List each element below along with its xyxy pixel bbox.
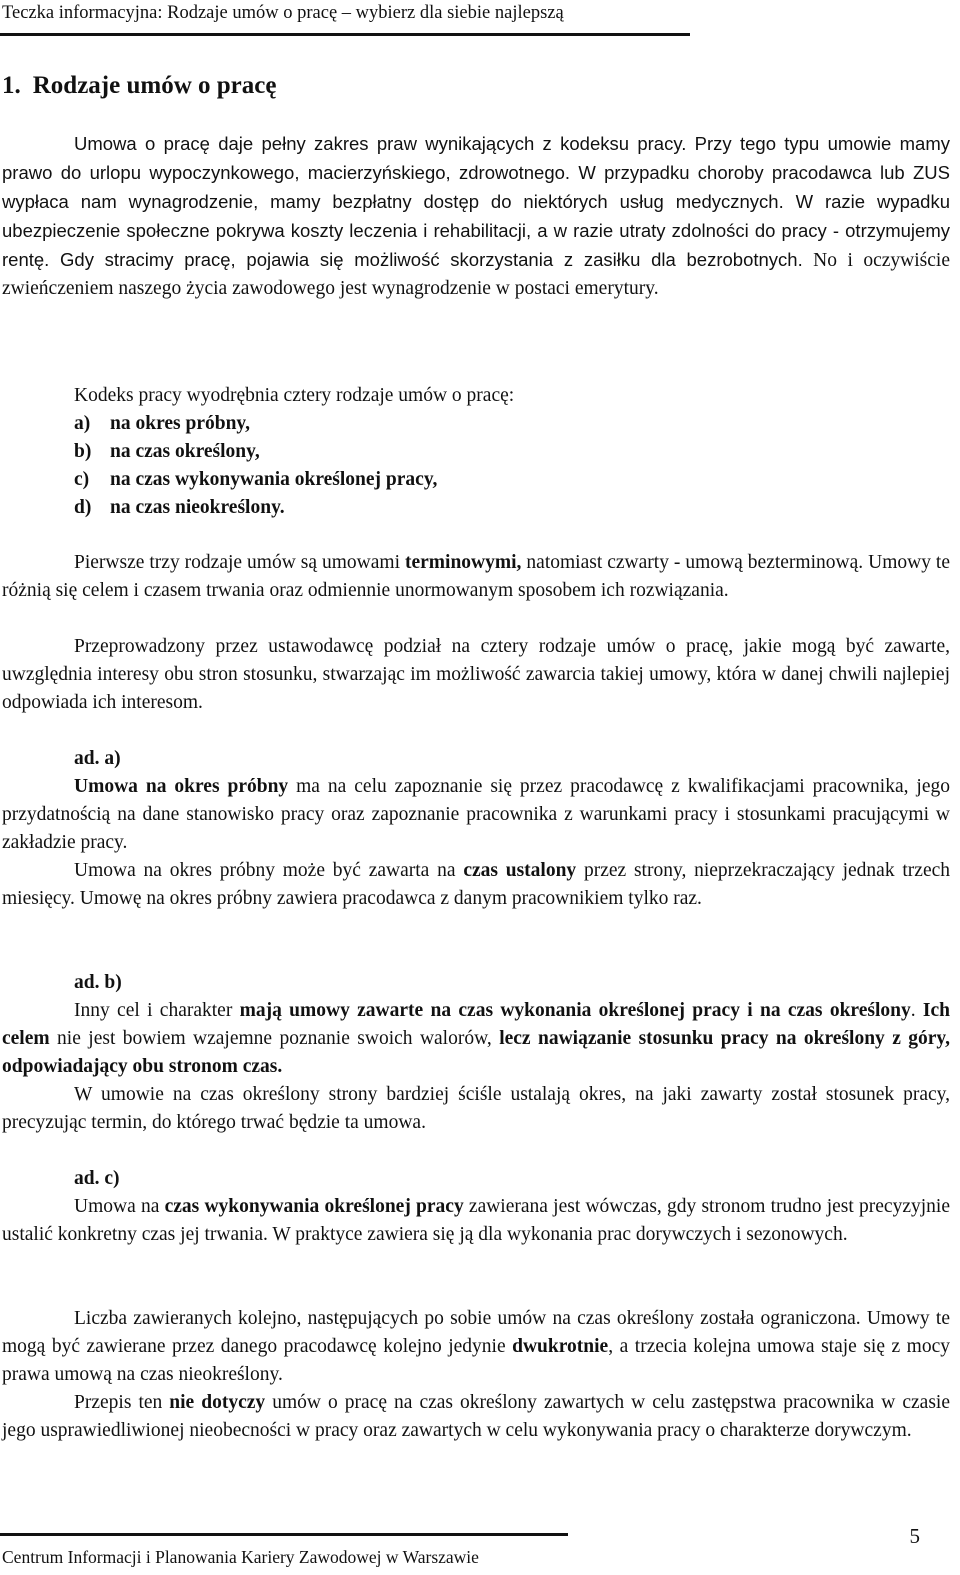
bold-text: terminowymi, xyxy=(405,552,522,573)
bold-text: Umowa na okres próbny xyxy=(74,776,289,797)
text-run: Liczba zawieranych kolejno, następujących po sobie umów na czas określony została ograniczona. Umowy te mogą być zawierane przez danego pracodawcę kolejno jedynie xyxy=(2,1308,950,1357)
document-header: Teczka informacyjna: Rodzaje umów o pracę – wybierz dla siebie najlepszą xyxy=(2,3,564,23)
ad-b-paragraph-2 xyxy=(2,1081,950,1137)
header-rule xyxy=(0,33,690,36)
intro-text-sans: Umowa o pracę daje pełny zakres praw wynikających z kodeksu pracy. Przy tego typu umowie mamy prawo do urlopu wypoczynkowego, macierzyńskiego, zdrowotnego. W przypadku choroby pracodawca lub ZUS wypłaca nam wynagrodzenie, mamy bezpłatny dostęp do niektórych usług medycznych. W razie wypadku ubezpieczenie społeczne pokrywa koszty leczenia i rehabilitacji, a w razie utraty zdolności do pracy - otrzymujemy rentę. Gdy stracimy pracę, pojawia się możliwość skorzystania z zasiłku dla bezrobotnych. xyxy=(2,133,950,270)
text-run: . xyxy=(910,1000,923,1021)
list-marker: d) xyxy=(74,496,92,518)
bold-text: lecz nawiązanie stosunku pracy na określony z góry, odpowiadający obu stronom czas. xyxy=(2,1027,950,1077)
contract-types-list xyxy=(74,410,437,522)
section-number: 1. xyxy=(2,72,21,99)
bold-text: nie dotyczy xyxy=(169,1392,266,1413)
list-marker: b) xyxy=(74,440,92,462)
ad-a-paragraph-2 xyxy=(2,857,950,913)
text-run: W umowie na czas określony strony bardziej ściśle ustalają okres, na jaki zawarty został stosunek pracy, precyzując termin, do którego trwać będzie ta umowa. xyxy=(2,1084,950,1133)
text-run: Pierwsze trzy rodzaje umów są umowami xyxy=(74,552,405,573)
przepis-paragraph xyxy=(2,1389,950,1445)
text-run: Inny cel i charakter xyxy=(74,1000,240,1021)
footer-text: Centrum Informacji i Planowania Kariery Zawodowej w Warszawie xyxy=(2,1547,479,1567)
ad-a-paragraph-1 xyxy=(2,773,950,857)
footer-rule xyxy=(0,1533,568,1536)
intro-text-serif: No i oczywiście zwieńczeniem naszego życia zawodowego jest wynagrodzenie w postaci emerytury. xyxy=(2,249,950,299)
text-run: Umowa na okres próbny może być zawarta na xyxy=(74,860,464,881)
page-number: 5 xyxy=(909,1524,920,1548)
section-heading xyxy=(2,68,276,104)
list-item-text: na czas wykonywania określonej pracy, xyxy=(110,468,438,490)
section-title: Rodzaje umów o pracę xyxy=(32,72,277,99)
text-run: zawierana jest wówczas, gdy stronom trudno jest precyzyjnie ustalić konkretny czas jej trwania. W praktyce zawiera się ją dla wykonania prac dorywczych i sezonowych. xyxy=(2,1196,950,1245)
list-item xyxy=(74,410,437,438)
terminowe-paragraph xyxy=(2,549,950,605)
list-item-text: na czas określony, xyxy=(110,440,260,462)
list-item-text: na okres próbny, xyxy=(110,413,250,434)
bold-text: dwukrotnie xyxy=(512,1335,609,1357)
list-marker: c) xyxy=(74,468,90,490)
list-item xyxy=(74,494,437,522)
ad-b-label: ad. b) xyxy=(74,972,122,993)
ad-c-label: ad. c) xyxy=(74,1168,120,1189)
intro-paragraph xyxy=(2,130,950,302)
text-run: nie jest bowiem wzajemne poznanie swoich walorów, xyxy=(49,1027,500,1049)
text-run: umów o pracę na czas określony zawartych w celu zastępstwa pracownika w czasie jego usprawiedliwionej nieobecności w pracy oraz zawartych w celu wykonywania pracy o charakterze dorywczym. xyxy=(2,1392,950,1441)
bold-text: Ich celem xyxy=(2,1000,951,1049)
list-item-text: na czas nieokreślony. xyxy=(110,496,285,518)
text-run: , a trzecia kolejna umowa staje się z mocy prawa umową na czas nieokreślony. xyxy=(2,1335,950,1385)
text-run: przez strony, nieprzekraczający jednak trzech miesięcy. Umowę na okres próbny zawiera pracodawca z danym pracownikiem tylko raz. xyxy=(2,860,951,909)
list-item xyxy=(74,466,437,494)
ad-c-paragraph xyxy=(2,1193,950,1249)
text-run: ma na celu zapoznanie się przez pracodawcę z kwalifikacjami pracownika, jego przydatnością na dane stanowisko pracy oraz zapoznanie pracownika z warunkami pracy i stosunkami pracującymi w zakładzie pracy. xyxy=(2,776,950,853)
text-run: Przeprowadzony przez ustawodawcę podział na cztery rodzaje umów o pracę, jakie mogą być zawarte, uwzględnia interesy obu stron stosunku, stwarzając im możliwość zawarcia takiej umowy, która w danej chwili najlepiej odpowiada ich interesom. xyxy=(2,636,950,713)
list-item xyxy=(74,438,437,466)
podzial-paragraph xyxy=(2,633,950,717)
ad-a-label: ad. a) xyxy=(74,748,121,769)
list-marker: a) xyxy=(74,413,91,434)
bold-text: czas ustalony xyxy=(463,860,577,881)
bold-text: mają umowy zawarte na czas wykonania określonej pracy i na czas określony xyxy=(239,1000,911,1021)
bold-text: czas wykonywania określonej pracy xyxy=(164,1196,464,1217)
text-run: natomiast czwarty - umową bezterminową. Umowy te różnią się celem i czasem trwania oraz odmiennie unormowanym sposobem ich rozwiązania. xyxy=(2,552,951,601)
liczba-paragraph xyxy=(2,1305,950,1389)
kodeks-lead: Kodeks pracy wyodrębnia cztery rodzaje umów o pracę: xyxy=(74,385,515,406)
ad-b-paragraph-1 xyxy=(2,997,950,1081)
text-run: Umowa na xyxy=(74,1196,165,1217)
text-run: Przepis ten xyxy=(74,1392,170,1413)
